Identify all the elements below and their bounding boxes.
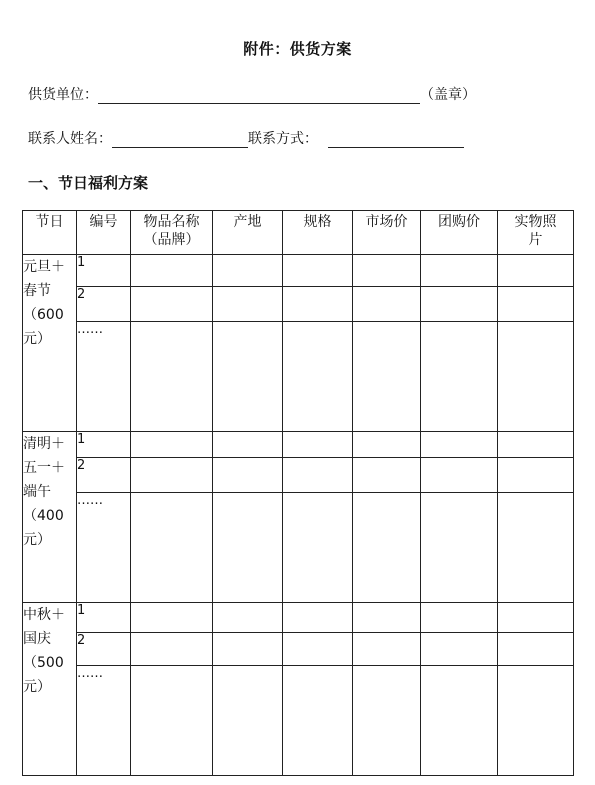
origin-cell[interactable]: [213, 633, 283, 666]
row-number: 2: [77, 287, 131, 322]
row-number: ……: [77, 666, 131, 776]
contact-name-label: 联系人姓名：: [28, 131, 112, 147]
row-number: ……: [77, 493, 131, 603]
spec-cell[interactable]: [283, 255, 353, 287]
group-price-cell[interactable]: [421, 603, 498, 633]
market-price-cell[interactable]: [353, 432, 421, 458]
group-price-cell[interactable]: [421, 633, 498, 666]
group-price-cell[interactable]: [421, 322, 498, 432]
spec-cell[interactable]: [283, 322, 353, 432]
item-name-cell[interactable]: [131, 287, 213, 322]
item-name-cell[interactable]: [131, 666, 213, 776]
market-price-cell[interactable]: [353, 255, 421, 287]
photo-cell[interactable]: [498, 287, 574, 322]
origin-cell[interactable]: [213, 432, 283, 458]
photo-cell[interactable]: [498, 633, 574, 666]
contact-method-label: 联系方式：: [248, 131, 318, 147]
festival-cell-qingming: 清明＋五一＋端午（400元）: [23, 432, 77, 603]
item-name-cell[interactable]: [131, 493, 213, 603]
table-header-row: [23, 211, 574, 255]
item-name-cell[interactable]: [131, 432, 213, 458]
row-number: ……: [77, 322, 131, 432]
market-price-cell[interactable]: [353, 493, 421, 603]
section-title: 一、节日福利方案: [28, 174, 149, 192]
document-title: 附件：供货方案: [243, 40, 352, 58]
table-row: [23, 603, 574, 633]
spec-cell[interactable]: [283, 633, 353, 666]
item-name-cell[interactable]: [131, 322, 213, 432]
table-row: [23, 666, 574, 776]
market-price-cell[interactable]: [353, 603, 421, 633]
origin-cell[interactable]: [213, 603, 283, 633]
header-photo: 实物照片: [498, 211, 574, 255]
group-price-cell[interactable]: [421, 432, 498, 458]
row-number: 1: [77, 603, 131, 633]
origin-cell[interactable]: [213, 493, 283, 603]
table-row: [23, 633, 574, 666]
header-market-price: 市场价: [353, 211, 421, 255]
origin-cell[interactable]: [213, 666, 283, 776]
festival-cell-new-year: 元旦＋春节（600元）: [23, 255, 77, 432]
item-name-cell[interactable]: [131, 603, 213, 633]
table-row: [23, 432, 574, 458]
row-number: 1: [77, 255, 131, 287]
table-row: [23, 287, 574, 322]
table-row: [23, 458, 574, 493]
spec-cell[interactable]: [283, 458, 353, 493]
header-group-price: 团购价: [421, 211, 498, 255]
market-price-cell[interactable]: [353, 287, 421, 322]
supplier-suffix: （盖章）: [420, 87, 476, 103]
spec-cell[interactable]: [283, 432, 353, 458]
item-name-cell[interactable]: [131, 633, 213, 666]
supplier-line: [28, 84, 476, 104]
table-row: [23, 493, 574, 603]
item-name-cell[interactable]: [131, 458, 213, 493]
photo-cell[interactable]: [498, 666, 574, 776]
spec-cell[interactable]: [283, 287, 353, 322]
market-price-cell[interactable]: [353, 322, 421, 432]
market-price-cell[interactable]: [353, 458, 421, 493]
item-name-cell[interactable]: [131, 255, 213, 287]
header-origin: 产地: [213, 211, 283, 255]
group-price-cell[interactable]: [421, 666, 498, 776]
contact-method-blank[interactable]: [328, 131, 464, 148]
contact-line: [28, 128, 464, 148]
spec-cell[interactable]: [283, 493, 353, 603]
row-number: 2: [77, 458, 131, 493]
group-price-cell[interactable]: [421, 493, 498, 603]
origin-cell[interactable]: [213, 458, 283, 493]
photo-cell[interactable]: [498, 603, 574, 633]
header-number: 编号: [77, 211, 131, 255]
contact-name-blank[interactable]: [112, 131, 248, 148]
photo-cell[interactable]: [498, 255, 574, 287]
photo-cell[interactable]: [498, 322, 574, 432]
spec-cell[interactable]: [283, 666, 353, 776]
table-row: [23, 255, 574, 287]
photo-cell[interactable]: [498, 432, 574, 458]
row-number: 1: [77, 432, 131, 458]
group-price-cell[interactable]: [421, 458, 498, 493]
market-price-cell[interactable]: [353, 633, 421, 666]
header-spec: 规格: [283, 211, 353, 255]
table-row: [23, 322, 574, 432]
group-price-cell[interactable]: [421, 287, 498, 322]
spec-cell[interactable]: [283, 603, 353, 633]
group-price-cell[interactable]: [421, 255, 498, 287]
festival-cell-mid-autumn: 中秋＋国庆（500元）: [23, 603, 77, 776]
supplier-label: 供货单位：: [28, 87, 98, 103]
header-festival: 节日: [23, 211, 77, 255]
photo-cell[interactable]: [498, 493, 574, 603]
festival-plan-table: [22, 210, 574, 776]
origin-cell[interactable]: [213, 255, 283, 287]
supplier-blank[interactable]: [98, 87, 420, 104]
origin-cell[interactable]: [213, 287, 283, 322]
photo-cell[interactable]: [498, 458, 574, 493]
row-number: 2: [77, 633, 131, 666]
header-item-name: 物品名称（品牌）: [131, 211, 213, 255]
market-price-cell[interactable]: [353, 666, 421, 776]
origin-cell[interactable]: [213, 322, 283, 432]
